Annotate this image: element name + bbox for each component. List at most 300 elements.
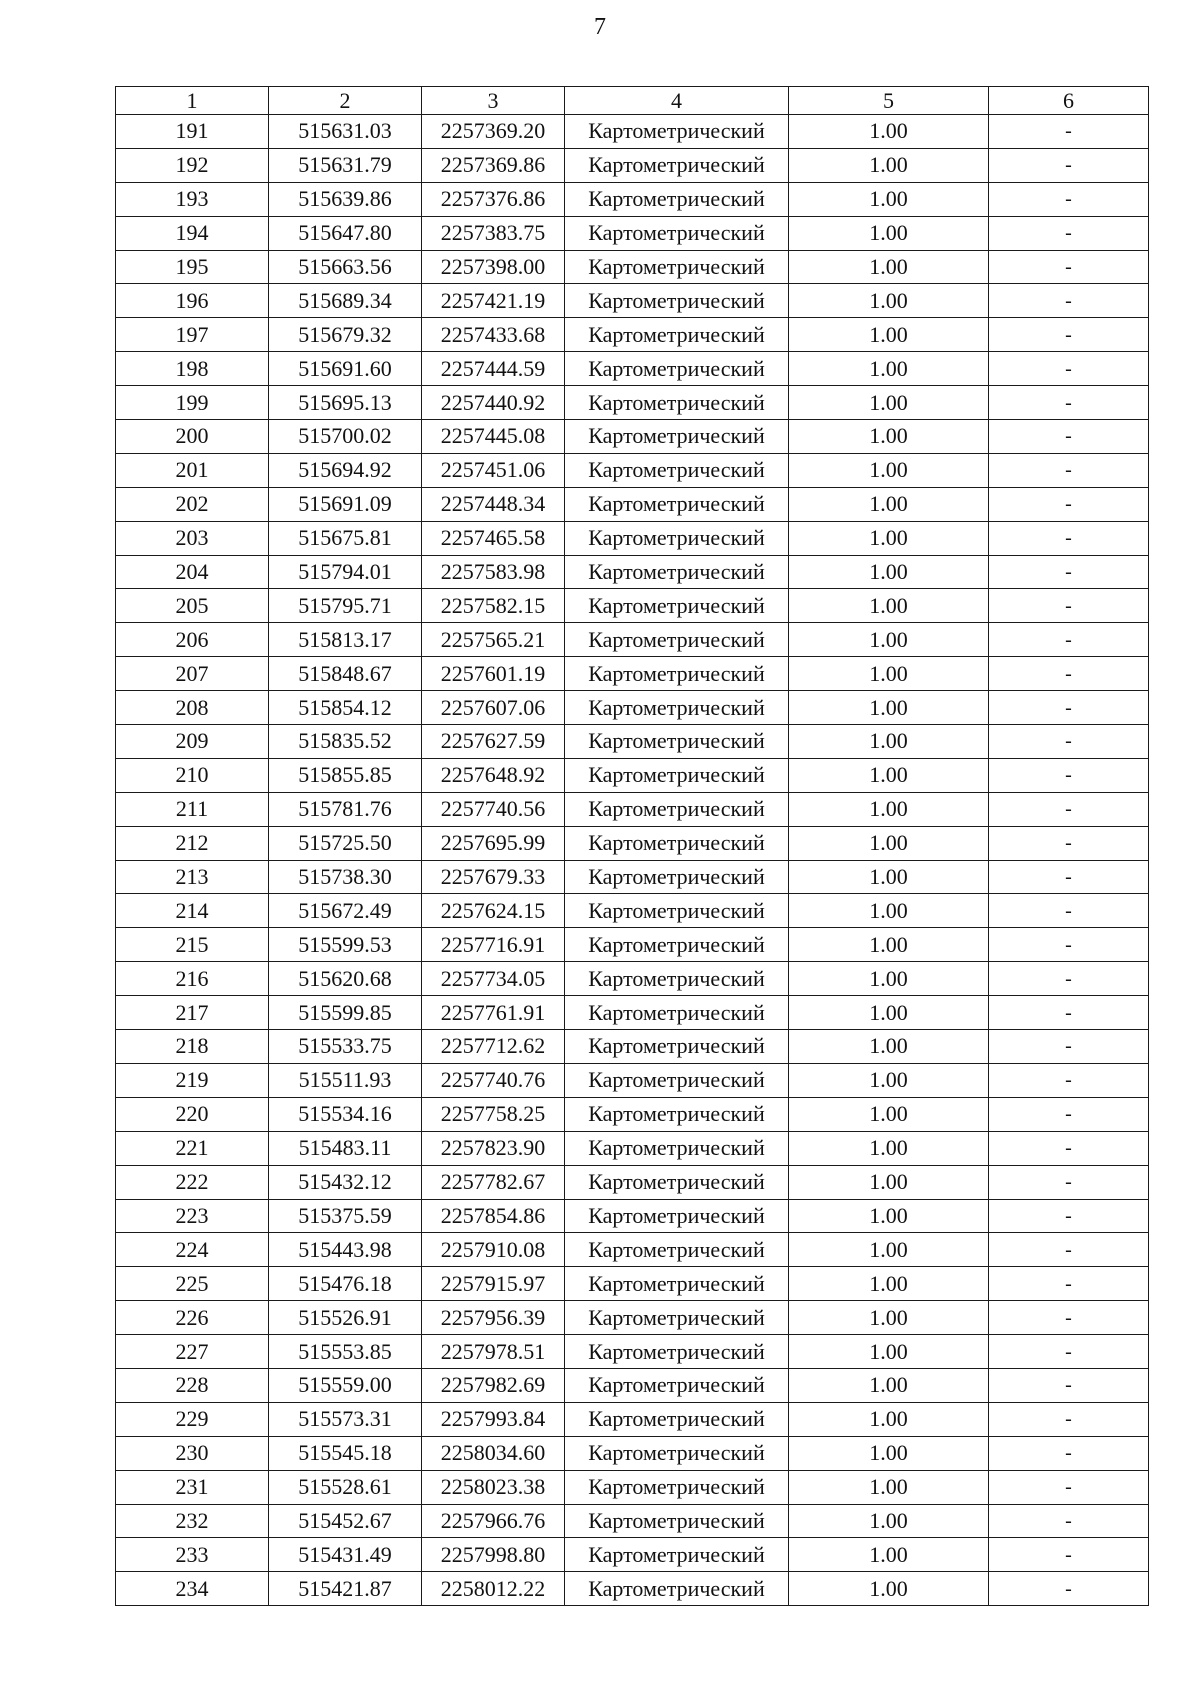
x-coordinate-cell: 515631.79 [269,148,422,182]
accuracy-cell: 1.00 [789,1131,989,1165]
description-cell: - [989,1402,1149,1436]
method-cell: Картометрический [565,1131,789,1165]
point-number-cell: 207 [116,657,269,691]
point-number-cell: 220 [116,1097,269,1131]
accuracy-cell: 1.00 [789,182,989,216]
y-coordinate-cell: 2257966.76 [422,1504,565,1538]
y-coordinate-cell: 2257398.00 [422,250,565,284]
accuracy-cell: 1.00 [789,589,989,623]
y-coordinate-cell: 2257734.05 [422,962,565,996]
y-coordinate-cell: 2257782.67 [422,1165,565,1199]
x-coordinate-cell: 515700.02 [269,420,422,454]
accuracy-cell: 1.00 [789,420,989,454]
description-cell: - [989,1063,1149,1097]
accuracy-cell: 1.00 [789,284,989,318]
point-number-cell: 211 [116,792,269,826]
point-number-cell: 215 [116,928,269,962]
description-cell: - [989,148,1149,182]
method-cell: Картометрический [565,725,789,759]
y-coordinate-cell: 2257695.99 [422,826,565,860]
table-row [116,487,1149,521]
point-number-cell: 205 [116,589,269,623]
column-header: 5 [789,87,989,115]
x-coordinate-cell: 515452.67 [269,1504,422,1538]
method-cell: Картометрический [565,1368,789,1402]
accuracy-cell: 1.00 [789,826,989,860]
x-coordinate-cell: 515534.16 [269,1097,422,1131]
x-coordinate-cell: 515533.75 [269,1030,422,1064]
point-number-cell: 233 [116,1538,269,1572]
table-row [116,1030,1149,1064]
table-body [116,115,1149,1606]
point-number-cell: 206 [116,623,269,657]
accuracy-cell: 1.00 [789,1335,989,1369]
y-coordinate-cell: 2257648.92 [422,758,565,792]
point-number-cell: 208 [116,691,269,725]
x-coordinate-cell: 515854.12 [269,691,422,725]
x-coordinate-cell: 515599.53 [269,928,422,962]
point-number-cell: 203 [116,521,269,555]
point-number-cell: 226 [116,1301,269,1335]
table-row [116,758,1149,792]
table-row [116,1572,1149,1606]
x-coordinate-cell: 515526.91 [269,1301,422,1335]
accuracy-cell: 1.00 [789,1301,989,1335]
table-row [116,216,1149,250]
description-cell: - [989,996,1149,1030]
y-coordinate-cell: 2257565.21 [422,623,565,657]
accuracy-cell: 1.00 [789,453,989,487]
table-row [116,657,1149,691]
table-row [116,1063,1149,1097]
y-coordinate-cell: 2257440.92 [422,386,565,420]
x-coordinate-cell: 515545.18 [269,1436,422,1470]
x-coordinate-cell: 515691.60 [269,352,422,386]
description-cell: - [989,1436,1149,1470]
accuracy-cell: 1.00 [789,928,989,962]
table-row [116,1538,1149,1572]
point-number-cell: 213 [116,860,269,894]
y-coordinate-cell: 2257993.84 [422,1402,565,1436]
accuracy-cell: 1.00 [789,1402,989,1436]
table-row [116,725,1149,759]
method-cell: Картометрический [565,352,789,386]
table-row [116,1301,1149,1335]
x-coordinate-cell: 515639.86 [269,182,422,216]
point-number-cell: 224 [116,1233,269,1267]
x-coordinate-cell: 515848.67 [269,657,422,691]
point-number-cell: 201 [116,453,269,487]
table-row [116,928,1149,962]
method-cell: Картометрический [565,182,789,216]
table-row [116,115,1149,149]
method-cell: Картометрический [565,1097,789,1131]
description-cell: - [989,1097,1149,1131]
description-cell: - [989,1301,1149,1335]
table-row [116,420,1149,454]
accuracy-cell: 1.00 [789,1233,989,1267]
table-row [116,284,1149,318]
description-cell: - [989,1572,1149,1606]
table-row [116,894,1149,928]
y-coordinate-cell: 2257854.86 [422,1199,565,1233]
table-row [116,250,1149,284]
description-cell: - [989,1199,1149,1233]
method-cell: Картометрический [565,1030,789,1064]
point-number-cell: 214 [116,894,269,928]
x-coordinate-cell: 515694.92 [269,453,422,487]
method-cell: Картометрический [565,826,789,860]
method-cell: Картометрический [565,284,789,318]
method-cell: Картометрический [565,1504,789,1538]
description-cell: - [989,1165,1149,1199]
table-row [116,1131,1149,1165]
description-cell: - [989,691,1149,725]
point-number-cell: 194 [116,216,269,250]
table-row [116,148,1149,182]
description-cell: - [989,453,1149,487]
point-number-cell: 204 [116,555,269,589]
point-number-cell: 212 [116,826,269,860]
x-coordinate-cell: 515813.17 [269,623,422,657]
description-cell: - [989,725,1149,759]
x-coordinate-cell: 515559.00 [269,1368,422,1402]
method-cell: Картометрический [565,487,789,521]
x-coordinate-cell: 515794.01 [269,555,422,589]
method-cell: Картометрический [565,386,789,420]
table-row [116,1368,1149,1402]
table-row [116,182,1149,216]
accuracy-cell: 1.00 [789,1470,989,1504]
method-cell: Картометрический [565,1199,789,1233]
method-cell: Картометрический [565,216,789,250]
method-cell: Картометрический [565,1436,789,1470]
table-row [116,1233,1149,1267]
accuracy-cell: 1.00 [789,725,989,759]
description-cell: - [989,962,1149,996]
point-number-cell: 228 [116,1368,269,1402]
point-number-cell: 198 [116,352,269,386]
description-cell: - [989,318,1149,352]
accuracy-cell: 1.00 [789,1368,989,1402]
table-row [116,1199,1149,1233]
description-cell: - [989,1233,1149,1267]
method-cell: Картометрический [565,555,789,589]
accuracy-cell: 1.00 [789,352,989,386]
accuracy-cell: 1.00 [789,1063,989,1097]
description-cell: - [989,758,1149,792]
method-cell: Картометрический [565,928,789,962]
table-row [116,996,1149,1030]
method-cell: Картометрический [565,1267,789,1301]
method-cell: Картометрический [565,1301,789,1335]
point-number-cell: 232 [116,1504,269,1538]
method-cell: Картометрический [565,1402,789,1436]
x-coordinate-cell: 515620.68 [269,962,422,996]
description-cell: - [989,1538,1149,1572]
method-cell: Картометрический [565,148,789,182]
description-cell: - [989,386,1149,420]
point-number-cell: 217 [116,996,269,1030]
column-header: 4 [565,87,789,115]
method-cell: Картометрический [565,521,789,555]
y-coordinate-cell: 2258034.60 [422,1436,565,1470]
method-cell: Картометрический [565,453,789,487]
y-coordinate-cell: 2257978.51 [422,1335,565,1369]
point-number-cell: 192 [116,148,269,182]
y-coordinate-cell: 2257444.59 [422,352,565,386]
point-number-cell: 229 [116,1402,269,1436]
method-cell: Картометрический [565,962,789,996]
point-number-cell: 196 [116,284,269,318]
point-number-cell: 200 [116,420,269,454]
description-cell: - [989,860,1149,894]
description-cell: - [989,1030,1149,1064]
accuracy-cell: 1.00 [789,623,989,657]
y-coordinate-cell: 2257679.33 [422,860,565,894]
table-row [116,318,1149,352]
x-coordinate-cell: 515691.09 [269,487,422,521]
point-number-cell: 227 [116,1335,269,1369]
y-coordinate-cell: 2257998.80 [422,1538,565,1572]
accuracy-cell: 1.00 [789,115,989,149]
accuracy-cell: 1.00 [789,962,989,996]
method-cell: Картометрический [565,1470,789,1504]
description-cell: - [989,1470,1149,1504]
y-coordinate-cell: 2257627.59 [422,725,565,759]
coordinates-table [115,86,1149,1606]
x-coordinate-cell: 515432.12 [269,1165,422,1199]
table-row [116,623,1149,657]
x-coordinate-cell: 515553.85 [269,1335,422,1369]
y-coordinate-cell: 2257369.86 [422,148,565,182]
accuracy-cell: 1.00 [789,860,989,894]
x-coordinate-cell: 515738.30 [269,860,422,894]
description-cell: - [989,250,1149,284]
description-cell: - [989,182,1149,216]
accuracy-cell: 1.00 [789,555,989,589]
accuracy-cell: 1.00 [789,792,989,826]
table-row [116,860,1149,894]
x-coordinate-cell: 515631.03 [269,115,422,149]
y-coordinate-cell: 2257465.58 [422,521,565,555]
accuracy-cell: 1.00 [789,216,989,250]
x-coordinate-cell: 515781.76 [269,792,422,826]
method-cell: Картометрический [565,1063,789,1097]
y-coordinate-cell: 2257451.06 [422,453,565,487]
y-coordinate-cell: 2257582.15 [422,589,565,623]
description-cell: - [989,1267,1149,1301]
method-cell: Картометрический [565,657,789,691]
x-coordinate-cell: 515695.13 [269,386,422,420]
table-row [116,1335,1149,1369]
point-number-cell: 191 [116,115,269,149]
point-number-cell: 231 [116,1470,269,1504]
description-cell: - [989,284,1149,318]
table-row [116,826,1149,860]
y-coordinate-cell: 2257982.69 [422,1368,565,1402]
point-number-cell: 234 [116,1572,269,1606]
method-cell: Картометрический [565,758,789,792]
y-coordinate-cell: 2257823.90 [422,1131,565,1165]
x-coordinate-cell: 515528.61 [269,1470,422,1504]
x-coordinate-cell: 515375.59 [269,1199,422,1233]
accuracy-cell: 1.00 [789,894,989,928]
point-number-cell: 223 [116,1199,269,1233]
y-coordinate-cell: 2257607.06 [422,691,565,725]
x-coordinate-cell: 515795.71 [269,589,422,623]
method-cell: Картометрический [565,691,789,725]
method-cell: Картометрический [565,1165,789,1199]
x-coordinate-cell: 515599.85 [269,996,422,1030]
x-coordinate-cell: 515689.34 [269,284,422,318]
y-coordinate-cell: 2257740.56 [422,792,565,826]
method-cell: Картометрический [565,589,789,623]
column-header: 6 [989,87,1149,115]
point-number-cell: 210 [116,758,269,792]
point-number-cell: 221 [116,1131,269,1165]
accuracy-cell: 1.00 [789,1267,989,1301]
column-header: 1 [116,87,269,115]
table-row [116,1436,1149,1470]
accuracy-cell: 1.00 [789,250,989,284]
accuracy-cell: 1.00 [789,996,989,1030]
table-row [116,1402,1149,1436]
method-cell: Картометрический [565,860,789,894]
point-number-cell: 216 [116,962,269,996]
y-coordinate-cell: 2257421.19 [422,284,565,318]
y-coordinate-cell: 2257956.39 [422,1301,565,1335]
accuracy-cell: 1.00 [789,691,989,725]
accuracy-cell: 1.00 [789,1165,989,1199]
description-cell: - [989,115,1149,149]
x-coordinate-cell: 515675.81 [269,521,422,555]
column-header: 2 [269,87,422,115]
point-number-cell: 209 [116,725,269,759]
method-cell: Картометрический [565,420,789,454]
point-number-cell: 195 [116,250,269,284]
accuracy-cell: 1.00 [789,1097,989,1131]
description-cell: - [989,1131,1149,1165]
method-cell: Картометрический [565,250,789,284]
description-cell: - [989,657,1149,691]
x-coordinate-cell: 515672.49 [269,894,422,928]
point-number-cell: 197 [116,318,269,352]
method-cell: Картометрический [565,894,789,928]
accuracy-cell: 1.00 [789,1030,989,1064]
column-header: 3 [422,87,565,115]
y-coordinate-cell: 2257383.75 [422,216,565,250]
x-coordinate-cell: 515647.80 [269,216,422,250]
point-number-cell: 193 [116,182,269,216]
description-cell: - [989,826,1149,860]
accuracy-cell: 1.00 [789,487,989,521]
table-row [116,1097,1149,1131]
y-coordinate-cell: 2258012.22 [422,1572,565,1606]
y-coordinate-cell: 2257433.68 [422,318,565,352]
table-row [116,521,1149,555]
x-coordinate-cell: 515573.31 [269,1402,422,1436]
x-coordinate-cell: 515421.87 [269,1572,422,1606]
x-coordinate-cell: 515476.18 [269,1267,422,1301]
y-coordinate-cell: 2257910.08 [422,1233,565,1267]
table-row [116,386,1149,420]
method-cell: Картометрический [565,1233,789,1267]
x-coordinate-cell: 515855.85 [269,758,422,792]
table-row [116,589,1149,623]
description-cell: - [989,928,1149,962]
point-number-cell: 230 [116,1436,269,1470]
accuracy-cell: 1.00 [789,758,989,792]
y-coordinate-cell: 2257915.97 [422,1267,565,1301]
description-cell: - [989,792,1149,826]
table-row [116,1267,1149,1301]
y-coordinate-cell: 2257712.62 [422,1030,565,1064]
header-row [116,87,1149,115]
table-row [116,1165,1149,1199]
accuracy-cell: 1.00 [789,148,989,182]
table-row [116,1504,1149,1538]
y-coordinate-cell: 2257445.08 [422,420,565,454]
x-coordinate-cell: 515725.50 [269,826,422,860]
accuracy-cell: 1.00 [789,657,989,691]
point-number-cell: 222 [116,1165,269,1199]
method-cell: Картометрический [565,115,789,149]
description-cell: - [989,1504,1149,1538]
y-coordinate-cell: 2257376.86 [422,182,565,216]
accuracy-cell: 1.00 [789,318,989,352]
method-cell: Картометрический [565,623,789,657]
accuracy-cell: 1.00 [789,1436,989,1470]
description-cell: - [989,1368,1149,1402]
y-coordinate-cell: 2257369.20 [422,115,565,149]
method-cell: Картометрический [565,1572,789,1606]
x-coordinate-cell: 515511.93 [269,1063,422,1097]
y-coordinate-cell: 2257758.25 [422,1097,565,1131]
table-row [116,792,1149,826]
description-cell: - [989,555,1149,589]
x-coordinate-cell: 515431.49 [269,1538,422,1572]
x-coordinate-cell: 515483.11 [269,1131,422,1165]
point-number-cell: 225 [116,1267,269,1301]
accuracy-cell: 1.00 [789,1538,989,1572]
y-coordinate-cell: 2257740.76 [422,1063,565,1097]
method-cell: Картометрический [565,996,789,1030]
y-coordinate-cell: 2257624.15 [422,894,565,928]
accuracy-cell: 1.00 [789,386,989,420]
x-coordinate-cell: 515679.32 [269,318,422,352]
point-number-cell: 199 [116,386,269,420]
x-coordinate-cell: 515443.98 [269,1233,422,1267]
description-cell: - [989,352,1149,386]
table-header [116,87,1149,115]
description-cell: - [989,521,1149,555]
table-row [116,962,1149,996]
point-number-cell: 202 [116,487,269,521]
y-coordinate-cell: 2258023.38 [422,1470,565,1504]
description-cell: - [989,894,1149,928]
description-cell: - [989,216,1149,250]
y-coordinate-cell: 2257761.91 [422,996,565,1030]
x-coordinate-cell: 515663.56 [269,250,422,284]
y-coordinate-cell: 2257448.34 [422,487,565,521]
description-cell: - [989,1335,1149,1369]
accuracy-cell: 1.00 [789,1572,989,1606]
description-cell: - [989,420,1149,454]
table-row [116,691,1149,725]
table-row [116,1470,1149,1504]
table-row [116,555,1149,589]
